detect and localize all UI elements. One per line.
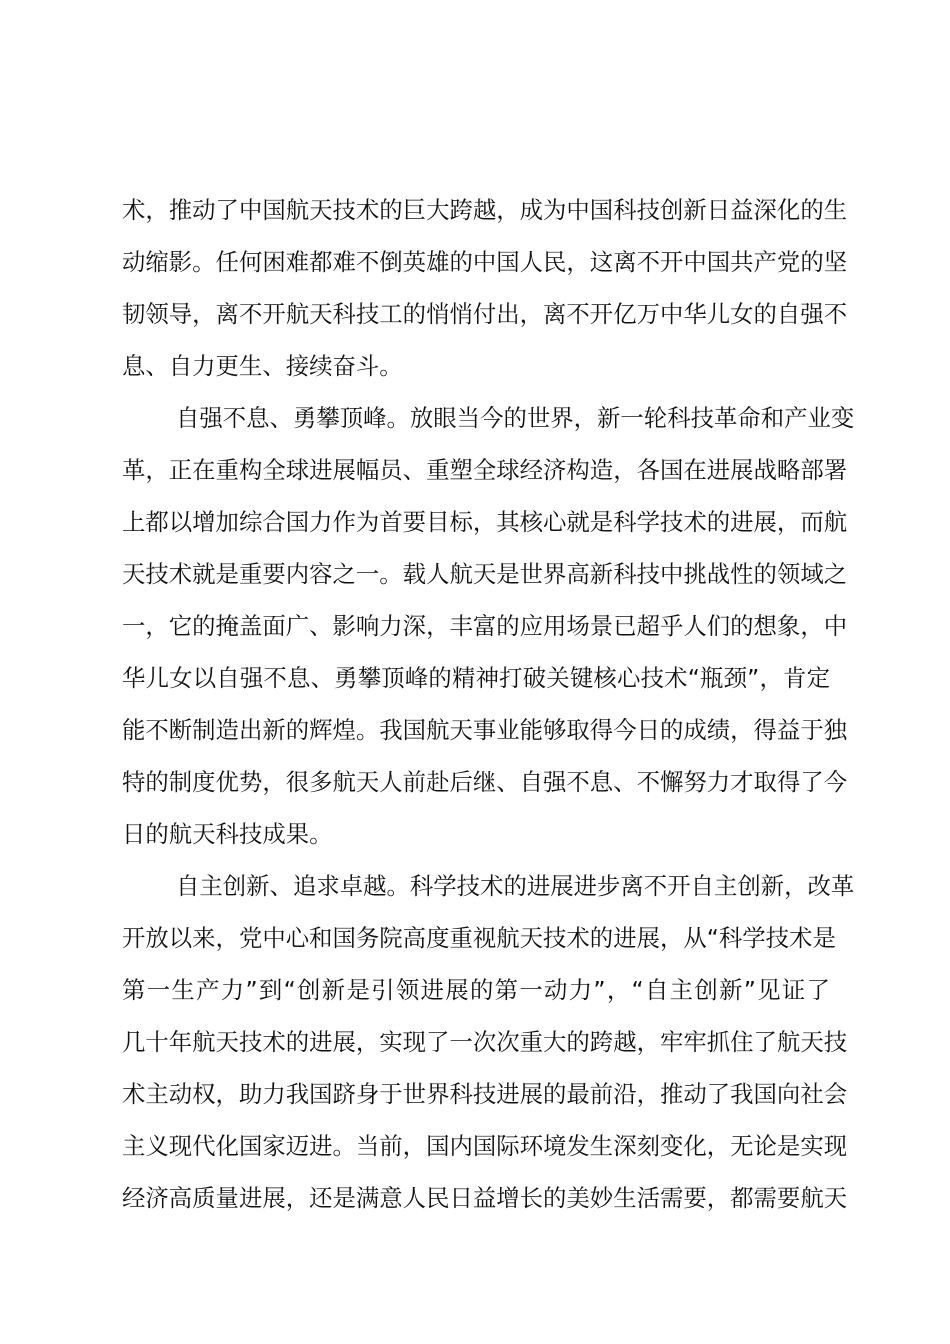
paragraph-2-line-7: 能不断制造出新的辉煌。我国航天事业能够取得今日的成绩，得益于独 <box>122 716 848 744</box>
paragraph-3-line-7: 经济高质量进展，还是满意人民日益增长的美妙生活需要，都需要航天 <box>122 1184 848 1212</box>
paragraph-3-line-6: 主义现代化国家迈进。当前，国内国际环境发生深刻变化，无论是实现 <box>122 1132 848 1160</box>
paragraph-2-line-5: 一，它的掩盖面广、影响力深，丰富的应用场景已超乎人们的想象，中 <box>122 612 848 640</box>
paragraph-2-line-9: 日的航天科技成果。 <box>122 820 333 848</box>
paragraph-1-line-2: 动缩影。任何困难都难不倒英雄的中国人民，这离不开中国共产党的坚 <box>122 248 848 276</box>
paragraph-3-line-4: 几十年航天技术的进展，实现了一次次重大的跨越，牢牢抓住了航天技 <box>122 1028 848 1056</box>
paragraph-3-line-1: 自主创新、追求卓越。科学技术的进展进步离不开自主创新，改革 <box>176 872 855 900</box>
paragraph-2-line-4: 天技术就是重要内容之一。载人航天是世界高新科技中挑战性的领域之 <box>122 560 848 588</box>
paragraph-2-line-8: 特的制度优势，很多航天人前赴后继、自强不息、不懈努力才取得了今 <box>122 768 848 796</box>
paragraph-3-line-2: 开放以来，党中心和国务院高度重视航天技术的进展，从“科学技术是 <box>122 924 836 952</box>
paragraph-3-line-3: 第一生产力”到“创新是引领进展的第一动力”，“自主创新”见证了 <box>122 976 830 1004</box>
paragraph-1-line-4: 息、自力更生、接续奋斗。 <box>122 352 403 380</box>
paragraph-1-line-1: 术，推动了中国航天技术的巨大跨越，成为中国科技创新日益深化的生 <box>122 196 848 224</box>
paragraph-1-line-3: 韧领导，离不开航天科技工的悄悄付出，离不开亿万中华儿女的自强不 <box>122 300 848 328</box>
paragraph-2-line-1: 自强不息、勇攀顶峰。放眼当今的世界，新一轮科技革命和产业变 <box>176 404 855 432</box>
paragraph-3-line-5: 术主动权，助力我国跻身于世界科技进展的最前沿，推动了我国向社会 <box>122 1080 848 1108</box>
paragraph-2-line-2: 革，正在重构全球进展幅员、重塑全球经济构造，各国在进展战略部署 <box>122 456 848 484</box>
paragraph-2-line-3: 上都以增加综合国力作为首要目标，其核心就是科学技术的进展，而航 <box>122 508 848 536</box>
paragraph-2-line-6: 华儿女以自强不息、勇攀顶峰的精神打破关键核心技术“瓶颈”，肯定 <box>122 664 830 692</box>
